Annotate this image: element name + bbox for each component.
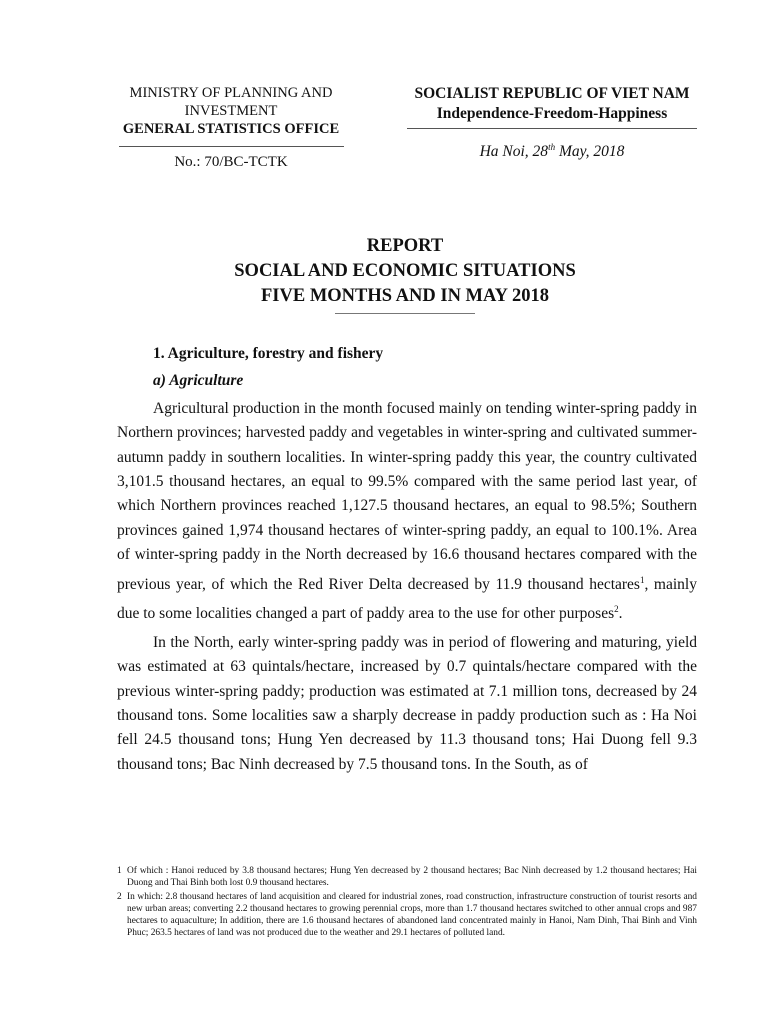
report-body bbox=[117, 342, 697, 777]
report-title bbox=[150, 234, 660, 314]
country-name: SOCIALIST REPUBLIC OF VIET NAM bbox=[414, 85, 690, 102]
footnote-text: Of which : Hanoi reduced by 3.8 thousand hectares; Hung Yen decreased by 2 thousand hectares; Bac Ninh decreased by 1.2 thousand hectares; Hai Duong and Thai Binh both lost 0.9 thousand hectares. bbox=[127, 866, 697, 889]
document-number: No.: 70/BC-TCTK bbox=[174, 154, 288, 170]
footnote-number: 2 bbox=[117, 891, 122, 902]
office-name: GENERAL STATISTICS OFFICE bbox=[122, 121, 340, 137]
national-title-block bbox=[380, 84, 724, 162]
left-header-rule bbox=[119, 146, 344, 147]
title-line-2: SOCIAL AND ECONOMIC SITUATIONS bbox=[234, 261, 576, 281]
footnote-ref-2: 2 bbox=[614, 604, 619, 615]
issuing-agency-block bbox=[100, 84, 362, 171]
footnote-number: 1 bbox=[117, 866, 122, 876]
paragraph-2: In the North, early winter-spring paddy was in period of flowering and maturing, yield was estimated at 63 quintals/hectare, increased by 0.7 quintals/hectare compared with the previous winter-spring paddy; production was estimated at 7.1 million tons, decreased by 24 thousand tons. Some localities saw a sharply decrease in paddy production such as : Ha Noi fell 24.5 thousand tons; Hung Yen decreased by 11.3 thousand tons; Hai Duong fell 9.3 thousand tons; Bac Ninh decreased by 7.5 thousand tons. In the South, as of bbox=[117, 633, 697, 773]
footnote-1 bbox=[117, 865, 697, 890]
issue-date: Ha Noi, 28th May, 2018 bbox=[479, 142, 625, 161]
title-line-3: FIVE MONTHS AND IN MAY 2018 bbox=[261, 286, 549, 306]
title-line-1: REPORT bbox=[366, 236, 444, 256]
footnote-ref-1: 1 bbox=[639, 574, 645, 585]
title-underline bbox=[335, 313, 475, 314]
national-motto: Independence-Freedom-Happiness bbox=[436, 105, 668, 122]
footnote-2 bbox=[117, 891, 697, 940]
paragraph-1: Agricultural production in the month focused mainly on tending winter-spring paddy in Northern provinces; harvested paddy and vegetables in winter-spring and cultivated summer-autumn paddy in southern localities. In winter-spring paddy this year, the country cultivated 3,101.5 thousand hectares, an equal to 99.5% compared with the same period last year, of which Northern provinces reached 1,127.5 thousand hectares, an equal to 98.5%; Southern provinces gained 1,974 thousand hectares of winter-spring paddy, an equal to 100.1%. Area of winter-spring paddy in the North decreased by 16.6 thousand hectares compared with the previous year, of which the Red River Delta decreased by 11.9 thousand hectares$^1$, mainly due to some localities changed a part of paddy area to the use for other purposes$^2$. bbox=[117, 399, 697, 623]
section-heading: 1. Agriculture, forestry and fishery bbox=[153, 345, 384, 362]
right-header-rule bbox=[407, 128, 697, 129]
ministry-name: MINISTRY OF PLANNING AND INVESTMENT bbox=[129, 85, 333, 119]
footnotes bbox=[117, 865, 697, 941]
footnote-text: In which: 2.8 thousand hectares of land acquisition and cleared for industrial zones, road construction, infrastructure construction of tourist resorts and new urban areas; converting 2.2 thousand hectares to growing perennial crops, more than 1.7 thousand hectares switched to other annual crops and 987 hectares to aquaculture; In addition, there are 1.6 thousand hectares of abandoned land concentrated mainly in Hanoi, Nam Dinh, Thai Binh and Vinh Phuc; 263.5 hectares of land was not produced due to the weather and 29.1 hectares of polluted land. bbox=[127, 891, 697, 939]
subsection-heading: a) Agriculture bbox=[153, 372, 244, 390]
